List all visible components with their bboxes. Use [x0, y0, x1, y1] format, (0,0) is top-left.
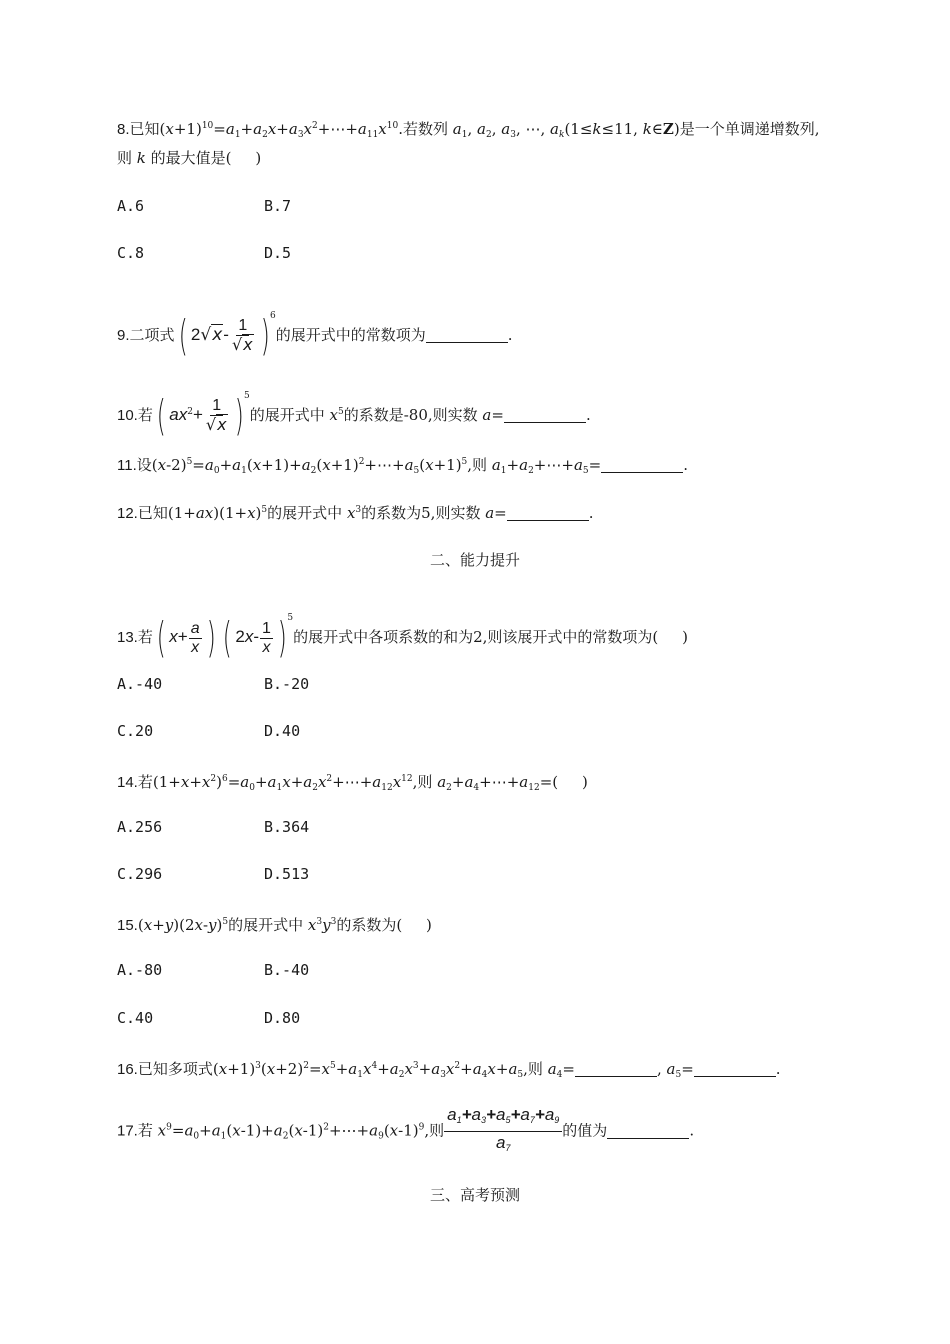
- option-c[interactable]: C.20: [117, 722, 154, 740]
- question-text: 已知: [129, 120, 160, 138]
- question-text: ,则: [424, 1121, 445, 1140]
- question-number: 15.: [117, 917, 138, 934]
- fraction: $\frac{a_1+a_3+a_5+a_7+a_9}{a_7}$: [444, 1104, 562, 1159]
- question-text: 若: [137, 628, 153, 646]
- question-text: 的展开式中: [249, 406, 325, 424]
- option-c[interactable]: C.40: [117, 1009, 154, 1027]
- punctuation: .: [585, 406, 591, 424]
- question-text: 二项式: [129, 326, 175, 344]
- question-text: =(: [539, 773, 559, 791]
- question-text: 已知多项式: [137, 1060, 213, 1078]
- question-number: 17.: [117, 1122, 138, 1140]
- question-text: 的值为: [562, 1121, 608, 1140]
- question-text: 的最大值是(: [150, 149, 232, 167]
- answer-blank[interactable]: [694, 1062, 776, 1077]
- option-d[interactable]: D.513: [264, 865, 310, 883]
- question-text: ): [682, 628, 688, 646]
- question-16: 16.已知多项式$(x+1)^3(x+2)^2=x^5+a_1x^4+a_2x^3+a_3x^2+a_4x+a_5$,则 $a_4=$ , $a_5=$ .: [117, 1060, 781, 1080]
- question-text: ,则: [467, 456, 488, 474]
- question-number: 13.: [117, 629, 138, 646]
- question-13: 13.若( x+ $\frac{a}{x}$ ) ( 2x- $\frac{1}{x}$ )$^5$的展开式中各项系数的和为2,则该展开式中的常数项为( ): [117, 613, 688, 662]
- option-c[interactable]: C.8: [117, 244, 145, 262]
- question-text: ,则: [412, 773, 433, 791]
- option-b[interactable]: B.-40: [264, 961, 310, 979]
- question-number: 14.: [117, 774, 138, 791]
- option-a[interactable]: A.6: [117, 197, 145, 215]
- option-a[interactable]: A.-80: [117, 961, 163, 979]
- question-text: ): [581, 773, 588, 791]
- punctuation: .: [775, 1060, 781, 1078]
- answer-blank[interactable]: [507, 506, 589, 521]
- question-text: ): [426, 916, 432, 934]
- question-10: 10.若( $ax^2+$ $\frac{1}{√x}$ )$^5$的展开式中 $x^5$的系数是-80,则实数 a= .: [117, 391, 591, 440]
- question-text: 设: [136, 456, 152, 474]
- punctuation: .: [507, 326, 513, 344]
- question-text: 的展开式中的常数项为: [275, 326, 426, 344]
- question-text: ,则: [523, 1060, 543, 1078]
- question-text: 是一个单调递增数列,: [679, 120, 820, 138]
- question-17: 17.若 $x^9=a_0+a_1(x-1)+a_2(x-1)^2+\cdots+a_9(x-1)^9$,则 $\frac{a_1+a_3+a_5+a_7+a_9}{a_7}$ 的值为 .: [117, 1104, 694, 1160]
- question-text: 的系数为5,则实数: [361, 504, 481, 522]
- question-number: 9.: [117, 327, 130, 344]
- answer-blank[interactable]: [607, 1124, 689, 1139]
- question-text: 的展开式中各项系数的和为2,则该展开式中的常数项为(: [293, 628, 659, 646]
- question-14: 14.若$(1+x+x^2)^6=a_0+a_1x+a_2x^2+\cdots+a_{12}x^{12}$,则 $a_2+a_4+\cdots+a_{12}=$( ): [117, 773, 588, 793]
- punctuation: ,: [656, 1060, 662, 1078]
- question-text: 已知: [137, 504, 168, 522]
- section-heading-2: 二、能力提升: [429, 551, 520, 569]
- question-text: 的展开式中: [228, 916, 304, 934]
- variable-label: a=: [485, 504, 507, 522]
- question-text: ): [255, 149, 262, 167]
- punctuation: .: [683, 456, 688, 474]
- question-number: 11.: [117, 457, 137, 474]
- answer-blank[interactable]: [575, 1062, 657, 1077]
- option-d[interactable]: D.5: [264, 244, 292, 262]
- section-heading-3: 三、高考预测: [429, 1186, 520, 1204]
- punctuation: .: [689, 1121, 695, 1140]
- question-number: 16.: [117, 1061, 138, 1078]
- option-d[interactable]: D.80: [264, 1009, 301, 1027]
- punctuation: .: [588, 504, 594, 522]
- question-text: 则: [117, 149, 133, 167]
- question-15: $15.(x+y)(2x-y)^5$的展开式中 $x^3y^3$的系数为( ): [117, 916, 432, 934]
- question-text: 若: [137, 773, 153, 791]
- option-a[interactable]: A.256: [117, 818, 163, 836]
- option-b[interactable]: B.364: [264, 818, 310, 836]
- option-a[interactable]: A.-40: [117, 675, 163, 693]
- option-c[interactable]: C.296: [117, 865, 163, 883]
- question-text: 若: [137, 1121, 153, 1140]
- question-text: 的系数为(: [336, 916, 403, 934]
- question-text: 的展开式中: [267, 504, 343, 522]
- option-b[interactable]: B.7: [264, 197, 292, 215]
- question-text: 的系数是-80,则实数: [343, 406, 478, 424]
- question-number: 12.: [117, 505, 138, 522]
- question-12: 12.已知$(1+ax)(1+x)^5$的展开式中 $x^3$的系数为5,则实数 a= .: [117, 504, 594, 522]
- question-9: 9.二项式( 2√x- $\frac{1}{√x}$ )$^6$的展开式中的常数项为 .: [117, 311, 513, 360]
- question-text: 若: [137, 406, 153, 424]
- option-b[interactable]: B.-20: [264, 675, 310, 693]
- question-number: 10.: [117, 407, 138, 424]
- answer-blank[interactable]: [601, 458, 683, 473]
- answer-blank[interactable]: [426, 328, 508, 343]
- variable-label: a=: [482, 406, 504, 424]
- question-8-line-1: 8.已知$(x+1)^{10}=a_1+a_2x+a_3x^2+\cdots+a_{11}x^{10}$.若数列 $a_1$, $a_2$, $a_3$, ⋯, $a_k(1\le k\le 11$, k∈Z)是一个单调递增数列,: [117, 120, 820, 140]
- answer-blank[interactable]: [504, 408, 586, 423]
- question-8-line-2: 则 k 的最大值是( ): [117, 149, 262, 167]
- option-d[interactable]: D.40: [264, 722, 301, 740]
- question-text: .若数列: [398, 120, 448, 138]
- question-number: 8.: [117, 121, 130, 138]
- question-11: 11.设$(x-2)^5=a_0+a_1(x+1)+a_2(x+1)^2+\cdots+a_5(x+1)^5$,则 $a_1+a_2+\cdots+a_5=$ .: [117, 456, 688, 476]
